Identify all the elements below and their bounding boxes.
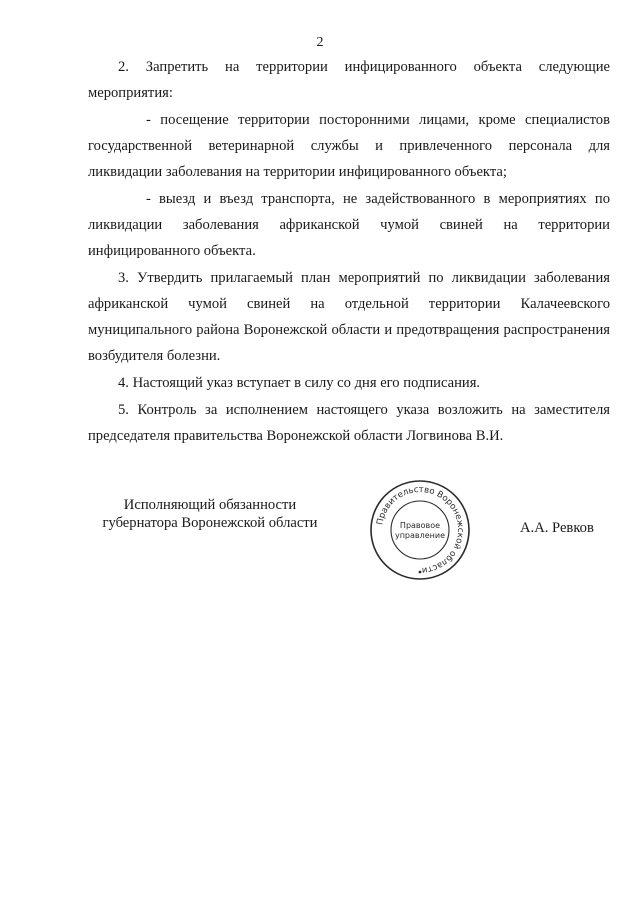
signatory-title-line2: губернатора Воронежской области <box>102 515 318 531</box>
paragraph-4: 4. Настоящий указ вступает в силу со дня его подписания. <box>118 375 481 391</box>
paragraph-5: 5. Контроль за исполнением настоящего указа возложить на заместителя председателя правительства Воронежской области Логвинова В.И. <box>88 402 610 444</box>
bullet-transport: - выезд и въезд транспорта, не задействованного в мероприятиях по ликвидации заболевания африканской чумой свиней на территории инфицированного объекта. <box>88 191 610 259</box>
seal-dot <box>419 571 422 574</box>
bullet-visits: - посещение территории посторонними лицами, кроме специалистов государственной ветеринарной службы и привлеченного персонала для ликвидации заболевания на территории инфицированного объекта; <box>88 112 610 180</box>
seal-graphic <box>368 478 472 582</box>
signatory-title-line1: Исполняющий обязанности <box>123 497 297 513</box>
page-number: 2 <box>316 35 324 50</box>
document-body <box>88 54 610 449</box>
official-seal <box>368 478 472 582</box>
paragraph-3: 3. Утвердить прилагаемый план мероприятий по ликвидации заболевания африканской чумой свиней на отдельной территории Калачеевского муниципального района Воронежской области и предотвращения распространения возбудителя болезни. <box>88 270 610 364</box>
seal-ring-text: Правительство Воронежской области <box>375 484 466 576</box>
signatory-title <box>90 496 330 532</box>
signatory-name: А.А. Ревков <box>520 520 594 536</box>
seal-center-line2: управление <box>394 531 446 540</box>
seal-center-line1: Правовое <box>399 521 441 530</box>
paragraph-2: 2. Запретить на территории инфицированного объекта следующие мероприятия: <box>88 59 610 101</box>
